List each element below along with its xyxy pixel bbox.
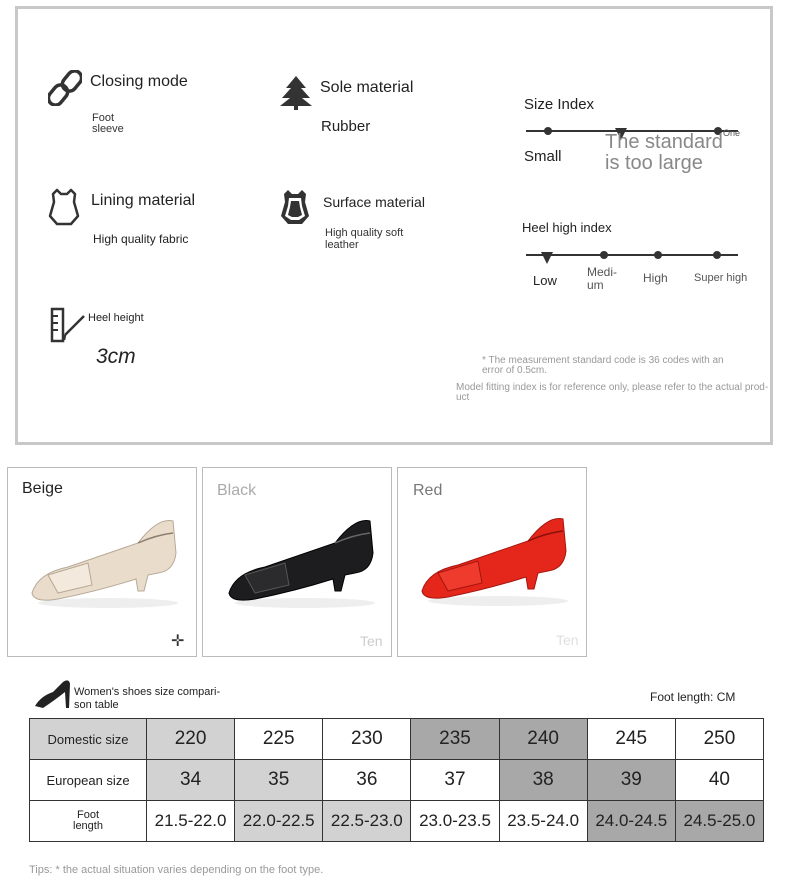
color-option-black[interactable]	[202, 467, 392, 657]
color-name: Beige	[22, 480, 63, 497]
ruler-pencil-icon	[50, 307, 88, 345]
chain-link-icon	[48, 70, 82, 106]
heel-height-value: 3cm	[96, 345, 136, 368]
surface-material-value-2: leather	[325, 239, 359, 251]
color-name: Red	[413, 482, 443, 499]
spec-panel	[15, 6, 773, 445]
table-cell: 39	[587, 760, 675, 801]
size-index-left-label: Small	[524, 148, 562, 165]
table-cell: 24.0-24.5	[587, 801, 675, 842]
table-cell: 35	[235, 760, 323, 801]
table-cell: 22.5-23.0	[323, 801, 411, 842]
table-cell: 23.0-23.5	[411, 801, 499, 842]
table-cell: 220	[147, 719, 235, 760]
row-header-domestic: Domestic size	[30, 719, 147, 760]
size-index-right-label: One	[723, 128, 741, 138]
size-index-title: Size Index	[524, 96, 595, 113]
crosshair-icon: ✛	[171, 633, 185, 650]
leather-hide-icon	[278, 188, 312, 226]
heel-index-label-super-high: Super high	[694, 272, 748, 284]
table-cell: 22.0-22.5	[235, 801, 323, 842]
red-shoe-image	[418, 511, 578, 611]
heel-index-track	[526, 254, 738, 256]
black-shoe-image	[225, 513, 385, 613]
color-option-red[interactable]	[397, 467, 587, 657]
measurement-note-1: * The measurement standard code is 36 codes with an	[482, 355, 724, 366]
row-header-european: European size	[30, 760, 147, 801]
closing-mode-value-1: Foot	[92, 112, 115, 124]
table-row	[30, 719, 764, 760]
table-cell: 21.5-22.0	[147, 801, 235, 842]
size-table	[29, 718, 764, 842]
table-cell: 240	[499, 719, 587, 760]
table-cell: 36	[323, 760, 411, 801]
table-cell: 225	[235, 719, 323, 760]
measurement-note-2: error of 0.5cm.	[482, 365, 548, 376]
hide-outline-icon	[47, 188, 81, 226]
size-chart-title-1: Women's shoes size compari-	[74, 686, 221, 698]
table-cell: 40	[675, 760, 763, 801]
heel-index-label-medium-2: um	[587, 278, 604, 292]
table-cell: 37	[411, 760, 499, 801]
heel-index-tick-super-high	[713, 251, 721, 259]
table-cell: 250	[675, 719, 763, 760]
table-cell: 23.5-24.0	[499, 801, 587, 842]
table-row	[30, 760, 764, 801]
row-header-foot-length	[30, 801, 147, 842]
lining-material-value: High quality fabric	[93, 232, 189, 246]
watermark-text: Ten	[360, 633, 383, 649]
sole-material-label: Sole material	[320, 79, 414, 96]
heel-index-label-medium-1: Medi-	[587, 265, 618, 279]
color-name: Black	[217, 482, 257, 499]
table-cell: 230	[323, 719, 411, 760]
row-header-line-2: length	[73, 820, 103, 832]
fitting-note-2: uct	[456, 392, 470, 403]
heel-index-tick-high	[654, 251, 662, 259]
size-chart-title-2: son table	[74, 699, 119, 711]
closing-mode-label: Closing mode	[90, 73, 188, 90]
closing-mode-value-2: sleeve	[92, 123, 124, 135]
heel-index-tick-medium	[600, 251, 608, 259]
surface-material-value-1: High quality soft	[325, 227, 404, 239]
tree-icon	[278, 74, 314, 110]
color-option-beige[interactable]	[7, 467, 197, 657]
heel-index-marker	[541, 252, 553, 264]
beige-shoe-image	[28, 513, 188, 613]
heel-index-label-high: High	[643, 271, 668, 285]
table-cell: 34	[147, 760, 235, 801]
size-index-marker-text-2: is too large	[605, 152, 703, 174]
fitting-note-1: Model fitting index is for reference only, please refer to the actual prod-	[456, 382, 769, 393]
sole-material-value: Rubber	[321, 118, 371, 135]
high-heel-icon	[33, 678, 71, 710]
table-cell: 24.5-25.0	[675, 801, 763, 842]
surface-material-label: Surface material	[323, 194, 425, 210]
heel-index-title: Heel high index	[522, 220, 612, 235]
lining-material-label: Lining material	[91, 192, 196, 209]
size-chart-unit: Foot length: CM	[650, 690, 736, 704]
size-index-marker-text-1: The standard	[605, 131, 723, 153]
table-cell: 235	[411, 719, 499, 760]
row-header-line-1: Foot	[76, 809, 99, 821]
heel-index-label-low: Low	[533, 273, 557, 288]
size-index-tick-small	[544, 127, 552, 135]
table-cell: 245	[587, 719, 675, 760]
watermark-text: Ten	[556, 632, 579, 648]
heel-height-label: Heel height	[88, 312, 144, 324]
tips-text: Tips: * the actual situation varies depending on the foot type.	[29, 864, 324, 876]
table-row	[30, 801, 764, 842]
table-cell: 38	[499, 760, 587, 801]
